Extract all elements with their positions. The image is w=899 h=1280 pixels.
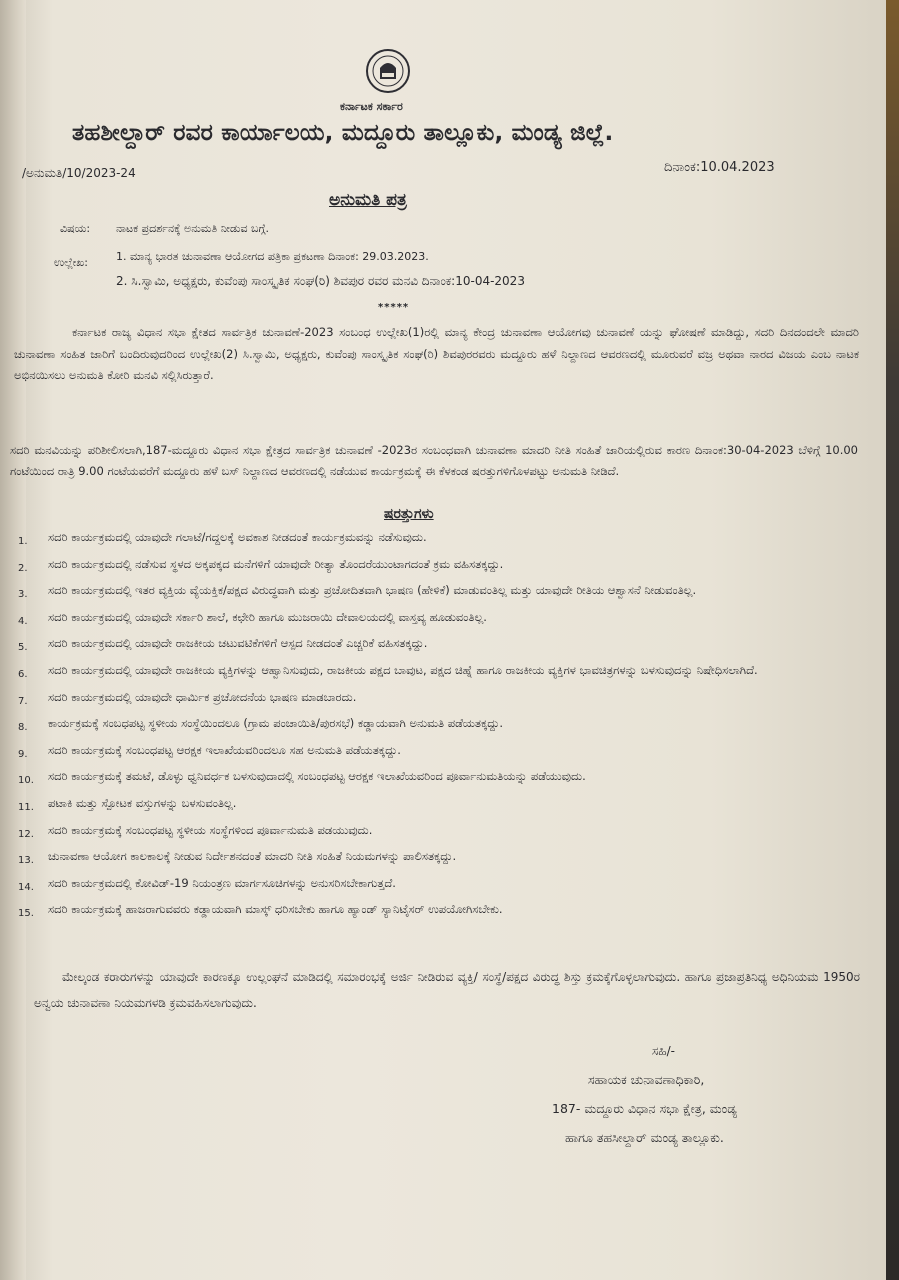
body-paragraph-1: ಕರ್ನಾಟಕ ರಾಜ್ಯ ವಿಧಾನ ಸಭಾ ಕ್ಷೇತದ ಸಾರ್ವತ್ರಿಕ ಚುನಾವಣೆ-2023 ಸಂಬಂಧ ಉಲ್ಲೇಖ(1)ರಲ್ಲಿ ಮಾನ್ಯ ಕೇಂದ್ರ ಚುನಾವಣಾ ಆಯೋಗವು ಚುನಾವಣೆ ಯನ್ನು ಘೋಷಣೆ ಮಾಡಿದ್ದು, ಸದರಿ ದಿನದಂದಲೇ ಮಾದರಿ ಚುನಾವಣಾ ಸಂಹಿತ ಜಾರಿಗೆ ಬಂದಿರುವುದರಿಂದ ಉಲ್ಲೇಖ(2) ಸಿ.ಸ್ವಾಮಿ, ಅಧ್ಯಕ್ಷರು, ಕುವೆಂಪು ಸಾಂಸ್ಕೃತಿಕ ಸಂಘ(ರಿ) ಶಿವಪುರರವರು ಮದ್ದೂರು ಹಳೆ ನಿಲ್ದಾಣದ ಆವರಣದಲ್ಲಿ ಮೂರುವರೆ ವಜ್ರ ಅಥವಾ ನಾರದ ವಿಜಯ ಎಂಬ ನಾಟಕ ಅಭಿನಯಿಸಲು ಅನುಮತಿ ಕೋರಿ ಮನವಿ ಸಲ್ಲಿಸಿರುತ್ತಾರೆ. xyxy=(14,325,859,382)
condition-text: ಸದರಿ ಕಾರ್ಯಕ್ರಮಕ್ಕೆ ಹಾಜರಾಗುವವರು ಕಡ್ಡಾಯವಾಗಿ ಮಾಸ್ಕ್ ಧರಿಸಬೇಕು ಹಾಗೂ ಹ್ಯಾಂಡ್ ಸ್ಯಾನಿಟೈಸರ್ ಉಪಯೋಗಿಸಬೇಕು. xyxy=(48,902,503,917)
condition-number: 8. xyxy=(18,722,28,734)
closing-paragraph: ಮೇಲ್ಕಂಡ ಕರಾರುಗಳನ್ನು ಯಾವುದೇ ಕಾರಣಕ್ಕೂ ಉಲ್ಲಂಘನೆ ಮಾಡಿದಲ್ಲಿ ಸಮಾರಂಭಕ್ಕೆ ಅರ್ಜಿ ನೀಡಿರುವ ವ್ಯಕ್ತಿ/ ಸಂಸ್ಥೆ/ಪಕ್ಷದ ವಿರುದ್ಧ ಶಿಸ್ತು ಕ್ರಮಕ್ಕೆಗೊಳ್ಳಲಾಗುವುದು. ಹಾಗೂ ಪ್ರಜಾಪ್ರತಿನಿಧ್ಯ ಅಧಿನಿಯಮ 1950ರ ಅನ್ವಯ ಚುನಾವಣಾ ನಿಯಮಗಳಡಿ ಕ್ರಮವಹಿಸಲಾಗುವುದು. xyxy=(34,970,860,1010)
condition-item xyxy=(18,794,858,817)
condition-text: ಸದರಿ ಕಾರ್ಯಕ್ರಮದಲ್ಲಿ ಇತರ ವ್ಯಕ್ತಿಯ ವ್ಯೆಯಕ್ತಿಕ/ಪಕ್ಷದ ವಿರುದ್ಧವಾಗಿ ಮತ್ತು ಪ್ರಚೋದಿತವಾಗಿ ಭಾಷಣ (ಹೇಳಿಕೆ) ಮಾಡುವಂತಿಲ್ಲ ಮತ್ತು ಯಾವುದೇ ರೀತಿಯ ಆಶ್ವಾಸನೆ ನೀಡುವಂತಿಲ್ಲ. xyxy=(48,583,697,598)
condition-item xyxy=(18,900,858,923)
condition-number: 3. xyxy=(18,589,28,601)
references-label: ಉಲ್ಲೇಖ: xyxy=(54,256,88,269)
condition-text: ಸದರಿ ಕಾರ್ಯಕ್ರಮದಲ್ಲಿ ಯಾವುದೇ ರಾಜಕೀಯ ವ್ಯಕ್ತಿಗಳನ್ನು ಆಹ್ವಾನಿಸುವುದು, ರಾಜಕೀಯ ಪಕ್ಷದ ಬಾವುಟ, ಪಕ್ಷದ ಚಿಹ್ನೆ ಹಾಗೂ ರಾಜಕೀಯ ವ್ಯಕ್ತಿಗಳ ಭಾವಚಿತ್ರಗಳನ್ನು ಬಳಸುವುದನ್ನು ನಿಷೇಧಿಸಲಾಗಿದೆ. xyxy=(48,662,758,677)
condition-number: 2. xyxy=(18,562,28,574)
conditions-heading: ಷರತ್ತುಗಳು xyxy=(384,506,434,522)
condition-number: 14. xyxy=(18,881,34,893)
condition-item xyxy=(18,581,858,604)
condition-item xyxy=(18,555,858,578)
condition-number: 7. xyxy=(18,695,28,707)
condition-number: 12. xyxy=(18,828,34,840)
condition-text: ಸದರಿ ಕಾರ್ಯಕ್ರಮದಲ್ಲಿ ಯಾವುದೇ ಗಲಾಟೆ/ಗದ್ದಲಕ್ಕೆ ಅವಕಾಶ ನೀಡದಂತೆ ಕಾರ್ಯಕ್ರಮವನ್ನು ನಡೆಸುವುದು. xyxy=(48,530,427,544)
condition-text: ಸದರಿ ಕಾರ್ಯಕ್ರಮದಲ್ಲಿ ಕೋವಿಡ್-19 ನಿಯಂತ್ರಣ ಮಾರ್ಗಸೂಚಿಗಳನ್ನು ಅನುಸರಿಸಬೇಕಾಗುತ್ತದೆ. xyxy=(48,875,396,890)
condition-item xyxy=(18,688,858,711)
condition-text: ಚುನಾವಣಾ ಆಯೋಗ ಕಾಲಕಾಲಕ್ಕೆ ನೀಡುವ ನಿರ್ದೇಶನದಂತೆ ಮಾದರಿ ನೀತಿ ಸಂಹಿತೆ ನಿಯಮಗಳನ್ನು ಪಾಲಿಸತಕ್ಕದ್ದು. xyxy=(48,849,457,864)
condition-number: 4. xyxy=(18,615,28,627)
government-name: ಕರ್ನಾಟಕ ಸರ್ಕಾರ xyxy=(340,100,403,113)
condition-item xyxy=(18,874,858,897)
condition-text: ಸದರಿ ಕಾರ್ಯಕ್ರಮಕ್ಕೆ ತಮಟೆ, ಡೊಳ್ಳು ಧ್ವನಿವರ್ಧಕ ಬಳಸುವುದಾದಲ್ಲಿ ಸಂಬಂಧಪಟ್ಟ ಆರಕ್ಷಕ ಇಲಾಖೆಯವರಿಂದ ಪೂರ್ವಾನುಮತಿಯನ್ನು ಪಡೆಯುವುದು. xyxy=(48,769,586,784)
condition-item xyxy=(18,847,858,870)
letter-date: ದಿನಾಂಕ:10.04.2023 xyxy=(664,160,775,175)
body-paragraph-2: ಸದರಿ ಮನವಿಯನ್ನು ಪರಿಶೀಲಿಸಲಾಗಿ,187-ಮದ್ದೂರು ವಿಧಾನ ಸಭಾ ಕ್ಷೇತ್ರದ ಸಾರ್ವತ್ರಿಕ ಚುನಾವಣೆ -2023ರ ಸಂಬಂಧವಾಗಿ ಚುನಾವಣಾ ಮಾದರಿ ನೀತಿ ಸಂಹಿತೆ ಜಾರಿಯಲ್ಲಿರುವ ಕಾರಣ ದಿನಾಂಕ:30-04-2023 ಬೆಳಿಗ್ಗೆ 10.00 ಗಂಟೆಯಿಂದ ರಾತ್ರಿ 9.00 ಗಂಟೆಯವರೆಗೆ ಮದ್ದೂರು ಹಳೆ ಬಸ್ ನಿಲ್ದಾಣದ ಆವರಣದಲ್ಲಿ ನಡೆಯುವ ಕಾರ್ಯಕ್ರಮಕ್ಕೆ ಈ ಕೆಳಕಂಡ ಷರತ್ತುಗಳಿಗೊಳಪಟ್ಟು ಅನುಮತಿ ನೀಡಿದೆ. xyxy=(10,443,858,478)
condition-text: ಸದರಿ ಕಾರ್ಯಕ್ರಮದಲ್ಲಿ ಯಾವುದೇ ಸರ್ಕಾರಿ ಶಾಲೆ, ಕಛೇರಿ ಹಾಗೂ ಮುಜರಾಯಿ ದೇವಾಲಯದಲ್ಲಿ ವಾಸ್ತವ್ಯ ಹೂಡುವಂತಿಲ್ಲ. xyxy=(48,609,487,624)
condition-number: 10. xyxy=(18,775,34,787)
condition-item xyxy=(18,767,858,790)
condition-text: ಸದರಿ ಕಾರ್ಯಕ್ರಮದಲ್ಲಿ ನಡೆಸುವ ಸ್ಥಳದ ಅಕ್ಕಪಕ್ಕದ ಮನೆಗಳಿಗೆ ಯಾವುದೇ ರೀತ್ಯಾ ತೊಂದರೆಯುಂಟಾಗದಂತೆ ಕ್ರಮ ವಹಿಸತಕ್ಕದ್ದು. xyxy=(48,556,504,571)
condition-number: 13. xyxy=(18,855,34,867)
office-title: ತಹಶೀಲ್ದಾರ್ ರವರ ಕಾರ್ಯಾಲಯ, ಮದ್ದೂರು ತಾಲ್ಲೂಕು, ಮಂಡ್ಯ ಜಿಲ್ಲೆ. xyxy=(72,120,614,146)
condition-number: 15. xyxy=(18,908,34,920)
condition-text: ಪಟಾಕಿ ಮತ್ತು ಸ್ಪೋಟಕ ವಸ್ತುಗಳನ್ನು ಬಳಸುವಂತಿಲ್ಲ. xyxy=(48,795,237,810)
condition-number: 1. xyxy=(18,536,28,547)
karnataka-emblem-icon xyxy=(365,48,411,94)
background-strip xyxy=(886,0,899,1280)
separator: ***** xyxy=(378,302,410,313)
condition-text: ಸದರಿ ಕಾರ್ಯಕ್ರಮದಲ್ಲಿ ಯಾವುದೇ ರಾಜಕೀಯ ಚಟುವಟಿಕೆಗಳಿಗೆ ಆಸ್ಪದ ನೀಡದಂತೆ ಎಚ್ಚರಿಕೆ ವಹಿಸತಕ್ಕದ್ದು. xyxy=(48,636,428,651)
condition-item xyxy=(18,608,858,631)
reference-item-2: 2. ಸಿ.ಸ್ವಾಮಿ, ಅಧ್ಯಕ್ಷರು, ಕುವೆಂಪು ಸಾಂಸ್ಕೃತಿಕ ಸಂಘ(ರಿ) ಶಿವಪುರ ರವರ ಮನವಿ ದಿನಾಂಕ:10-04-2023 xyxy=(116,274,525,288)
signature-mark: ಸಹಿ/- xyxy=(652,1044,675,1058)
condition-item xyxy=(18,634,858,657)
condition-number: 6. xyxy=(18,668,28,680)
signatory-designation-2: 187- ಮದ್ದೂರು ವಿಧಾನ ಸಭಾ ಕ್ಷೇತ್ರ, ಮಂಡ್ಯ xyxy=(552,1101,737,1116)
condition-text: ಸದರಿ ಕಾರ್ಯಕ್ರಮಕ್ಕೆ ಸಂಬಂಧಪಟ್ಟ ಆರಕ್ಷಕ ಇಲಾಖೆಯವರಿಂದಲೂ ಸಹ ಅನುಮತಿ ಪಡೆಯತಕ್ಕದ್ದು. xyxy=(48,742,401,757)
condition-text: ಕಾರ್ಯಕ್ರಮಕ್ಕೆ ಸಂಬಧಪಟ್ಟ ಸ್ಥಳೀಯ ಸಂಸ್ಥೆಯಿಂದಲೂ (ಗ್ರಾಮ ಪಂಚಾಯಿತಿ/ಪುರಸಭೆ) ಕಡ್ಡಾಯವಾಗಿ ಅನುಮತಿ ಪಡೆಯತಕ್ಕದ್ದು. xyxy=(48,716,504,731)
condition-item xyxy=(18,661,858,684)
condition-item xyxy=(18,714,858,737)
reference-number: /ಅನುಮತಿ/10/2023-24 xyxy=(22,166,136,180)
subject-text: ನಾಟಕ ಪ್ರದರ್ಶನಕ್ಕೆ ಅನುಮತಿ ನೀಡುವ ಬಗ್ಗೆ. xyxy=(116,222,270,235)
document-title: ಅನುಮತಿ ಪತ್ರ xyxy=(329,190,407,210)
condition-text: ಸದರಿ ಕಾರ್ಯಕ್ರಮಕ್ಕೆ ಸಂಬಂಧಪಟ್ಟ ಸ್ಥಳೀಯ ಸಂಸ್ಥೆಗಳಿಂದ ಪೂರ್ವಾನುಮತಿ ಪಡಯುವುದು. xyxy=(48,822,373,837)
subject-label: ವಿಷಯ: xyxy=(60,222,91,235)
condition-item xyxy=(18,821,858,844)
signatory-designation-3: ಹಾಗೂ ತಹಸೀಲ್ದಾರ್ ಮಂಡ್ಯ ತಾಲ್ಲೂಕು. xyxy=(565,1130,724,1145)
signatory-designation-1: ಸಹಾಯಕ ಚುನಾವಣಾಧಿಕಾರಿ, xyxy=(588,1072,705,1087)
condition-text: ಸದರಿ ಕಾರ್ಯಕ್ರಮದಲ್ಲಿ ಯಾವುದೇ ಧಾರ್ಮಿಕ ಪ್ರಚೋದನೆಯ ಭಾಷಣ ಮಾಡಬಾರದು. xyxy=(48,689,357,704)
conditions-list xyxy=(18,528,858,927)
condition-number: 5. xyxy=(18,642,28,654)
condition-number: 9. xyxy=(18,748,28,760)
reference-item-1: 1. ಮಾನ್ಯ ಭಾರತ ಚುನಾವಣಾ ಆಯೋಗದ ಪತ್ರಿಕಾ ಪ್ರಕಟಣಾ ದಿನಾಂಕ: 29.03.2023. xyxy=(116,250,429,263)
condition-number: 11. xyxy=(18,801,34,813)
condition-item xyxy=(18,528,858,551)
condition-item xyxy=(18,741,858,764)
